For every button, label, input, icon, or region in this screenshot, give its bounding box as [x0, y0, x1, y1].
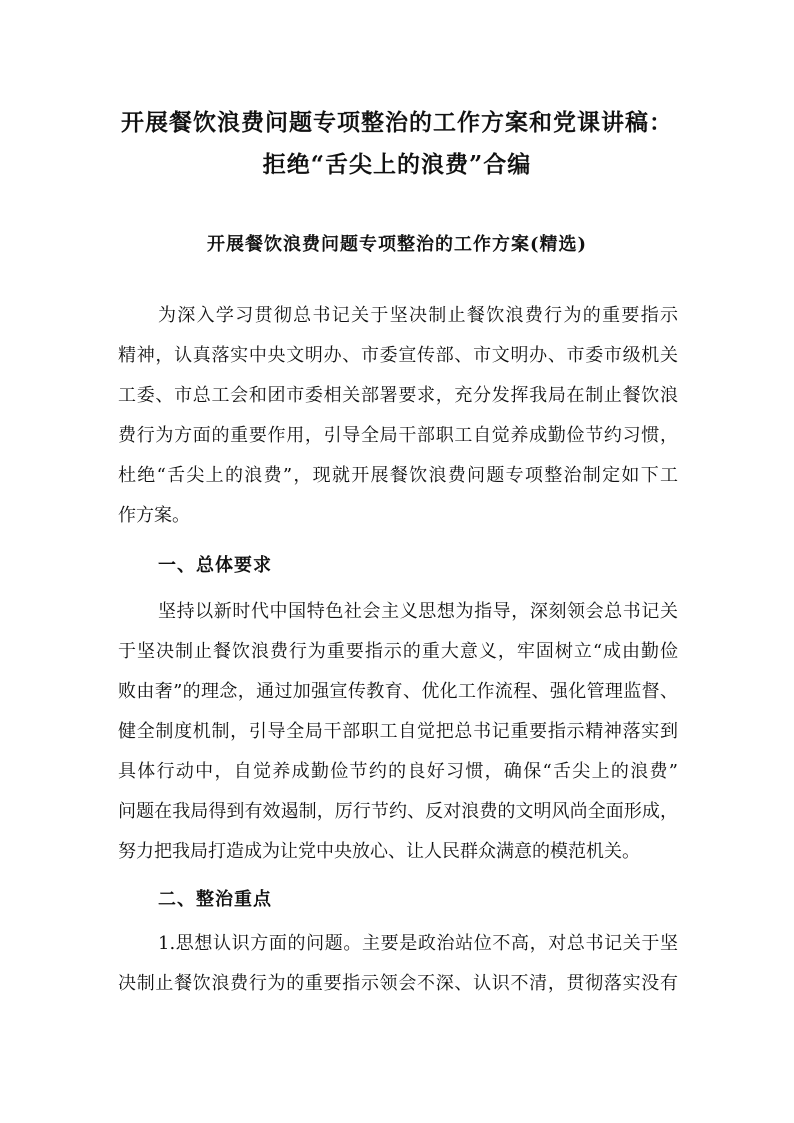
paragraph-line: 工委、市总工会和团市委相关部署要求，充分发挥我局在制止餐饮浪	[118, 385, 678, 406]
paragraph-line: 1.思想认识方面的问题。主要是政治站位不高，对总书记关于坚	[158, 933, 678, 954]
paragraph-line: 于坚决制止餐饮浪费行为重要指示的重大意义，牢固树立“成由勤俭	[118, 641, 678, 662]
paragraph-line: 健全制度机制，引导全局干部职工自觉把总书记重要指示精神落实到	[118, 721, 678, 742]
paragraph-line: 为深入学习贯彻总书记关于坚决制止餐饮浪费行为的重要指示	[158, 305, 678, 326]
section-title: 开展餐饮浪费问题专项整治的工作方案(精选)	[206, 234, 588, 255]
paragraph-line: 具体行动中，自觉养成勤俭节约的良好习惯，确保“舌尖上的浪费”	[118, 761, 678, 782]
paragraph-line: 精神，认真落实中央文明办、市委宣传部、市文明办、市委市级机关	[118, 345, 678, 366]
section-heading-general-requirements: 一、总体要求	[158, 555, 272, 576]
document-title-line-1: 开展餐饮浪费问题专项整治的工作方案和党课讲稿：	[121, 109, 673, 136]
paragraph-line: 决制止餐饮浪费行为的重要指示领会不深、认识不清，贯彻落实没有	[118, 973, 678, 994]
paragraph-line: 作方案。	[118, 505, 190, 526]
paragraph-line: 败由奢”的理念，通过加强宣传教育、优化工作流程、强化管理监督、	[118, 681, 678, 702]
paragraph-line: 问题在我局得到有效遏制，厉行节约、反对浪费的文明风尚全面形成，	[118, 801, 678, 822]
paragraph-line: 努力把我局打造成为让党中央放心、让人民群众满意的模范机关。	[118, 841, 640, 862]
paragraph-line: 杜绝“舌尖上的浪费”，现就开展餐饮浪费问题专项整治制定如下工	[118, 465, 678, 486]
section-heading-rectification-focus: 二、整治重点	[158, 889, 272, 910]
paragraph-line: 坚持以新时代中国特色社会主义思想为指导，深刻领会总书记关	[158, 601, 678, 622]
paragraph-line: 费行为方面的重要作用，引导全局干部职工自觉养成勤俭节约习惯，	[118, 425, 678, 446]
document-title-line-2: 拒绝“舌尖上的浪费”合编	[262, 151, 532, 178]
